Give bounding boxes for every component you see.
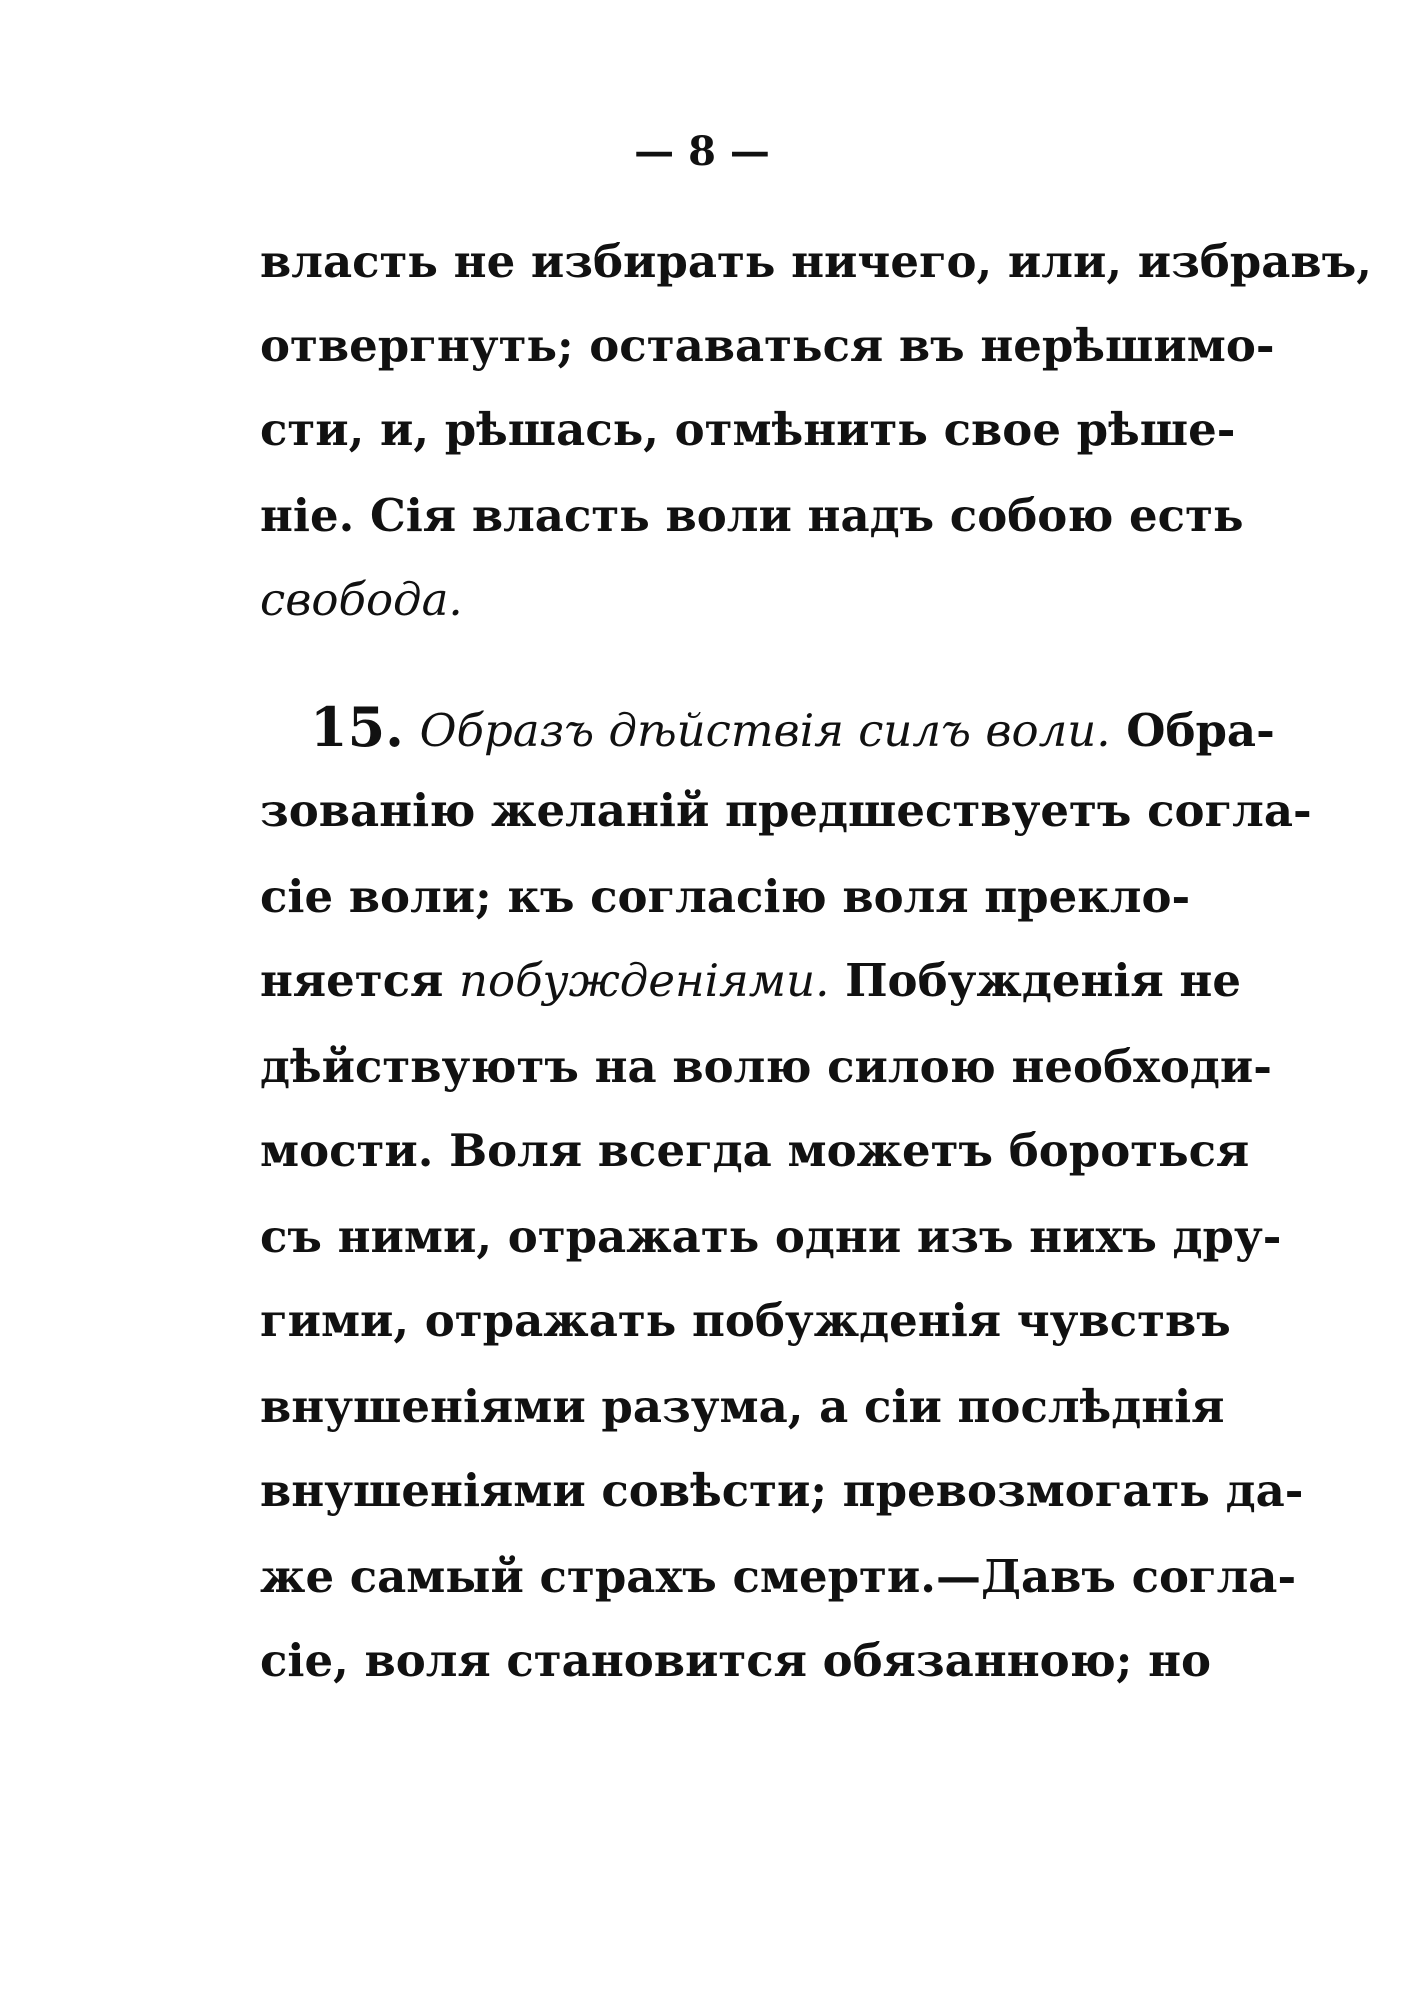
text-line: власть не избирать ничего, или, избравъ,	[260, 235, 1372, 288]
text-line: сiе воли; къ согласiю воля преклo-	[260, 870, 1191, 923]
text-line	[260, 951, 1241, 1011]
text-fragment: Обра-	[1126, 704, 1275, 757]
paragraph-heading: Образъ дѣйствiя силъ воли.	[419, 704, 1111, 757]
text-fragment: няется	[260, 954, 444, 1007]
text-fragment: Побужденiя не	[845, 954, 1241, 1007]
text-line: гими, отражать побужденiя чувствъ	[260, 1294, 1231, 1347]
text-line: же самый страхъ смерти.—Давъ согла-	[260, 1550, 1297, 1603]
text-line: отвергнуть; оставаться въ нерѣшимо-	[260, 319, 1275, 372]
text-line: зованiю желанiй предшествуетъ согла-	[260, 784, 1312, 837]
text-line-italic: свобода.	[260, 573, 463, 626]
text-line: внушенiями разума, а сiи послѣднiя	[260, 1380, 1225, 1433]
text-line: мости. Воля всегда можетъ бороться	[260, 1124, 1250, 1177]
text-line: внушенiями совѣсти; превозмогать да-	[260, 1464, 1304, 1517]
paragraph-number: 15.	[310, 695, 404, 759]
text-line: съ ними, отражать одни изъ нихъ дру-	[260, 1210, 1282, 1263]
text-line: дѣйствуютъ на волю силою необходи-	[260, 1040, 1272, 1093]
emphasized-term: побужденiями.	[459, 954, 830, 1007]
text-line: сiе, воля становится обязанною; но	[260, 1634, 1212, 1687]
text-line: нiе. Сiя власть воли надъ собою есть	[260, 489, 1244, 542]
text-line: сти, и, рѣшась, отмѣнить свое рѣше-	[260, 403, 1236, 456]
paragraph-heading-line	[260, 695, 1275, 759]
page-number: — 8 —	[634, 128, 770, 175]
